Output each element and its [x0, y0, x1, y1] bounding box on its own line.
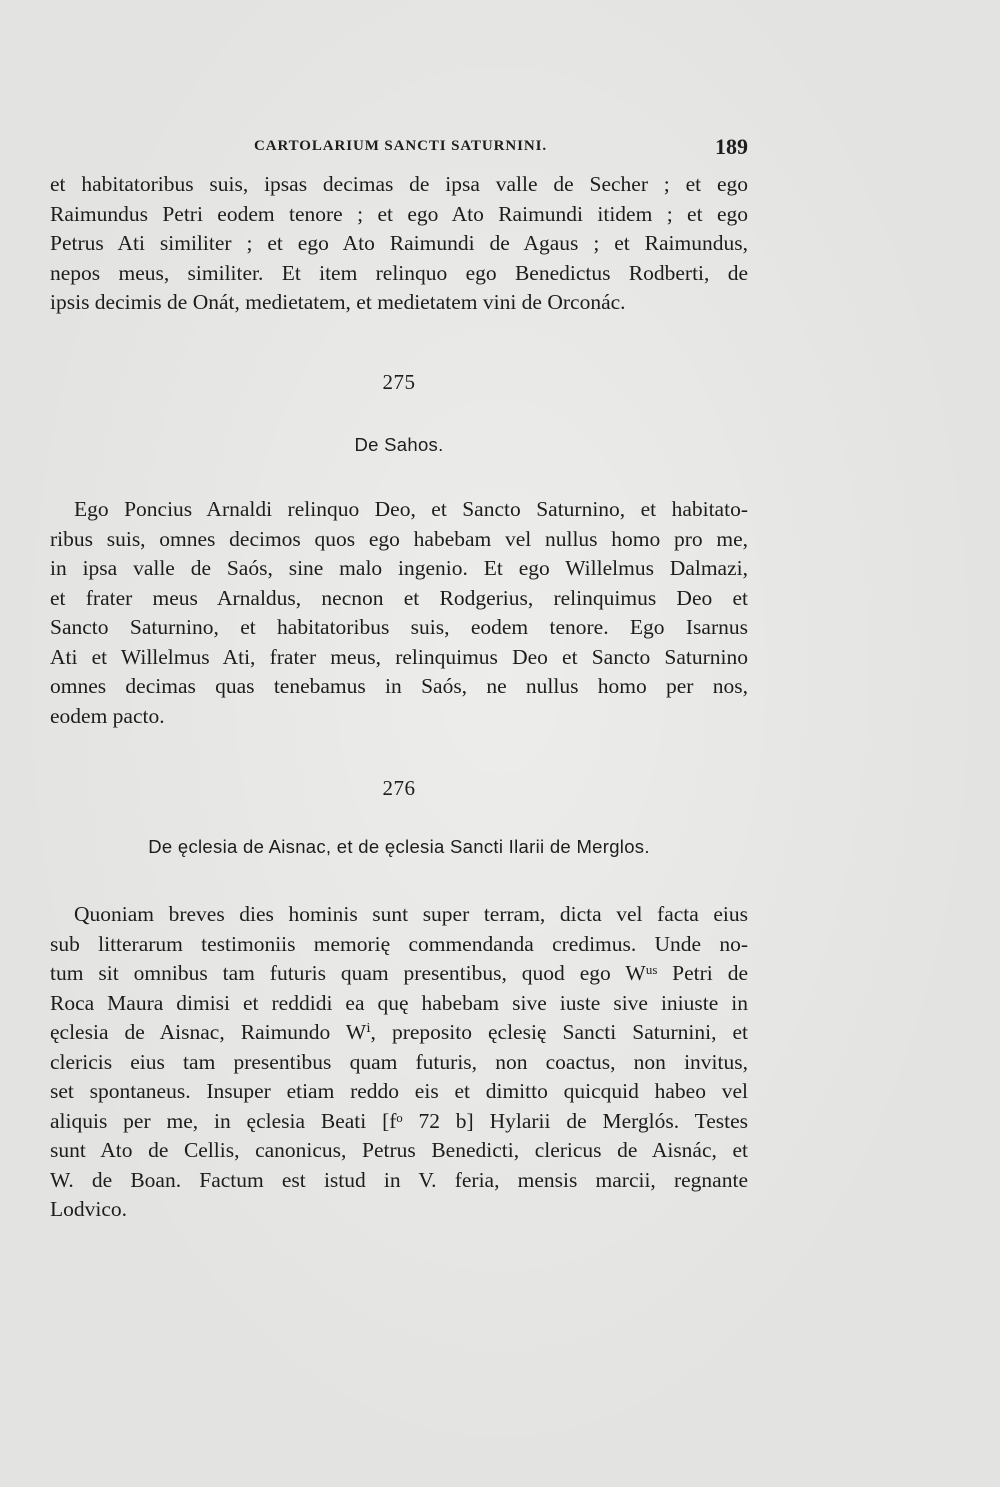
text-line: et frater meus Arnaldus, necnon et Rodgerius, relinquimus Deo et: [50, 585, 748, 610]
text-line: Petrus Ati similiter ; et ego Ato Raimundi de Agaus ; et Raimundus,: [50, 231, 748, 255]
text-line: clericis eius tam presentibus quam futuris, non coactus, non invitus,: [50, 1049, 748, 1074]
text-line: W. de Boan. Factum est istud in V. feria, mensis marcii, regnante: [50, 1167, 748, 1192]
text-line: eodem pacto.: [50, 703, 165, 728]
text-line: Ati et Willelmus Ati, frater meus, relinquimus Deo et Sancto Saturnino: [50, 644, 748, 669]
opening-paragraph: [50, 170, 748, 318]
text-line: Lodvico.: [50, 1197, 128, 1221]
text-line: omnes decimas quas tenebamus in Saós, ne nullus homo per nos,: [50, 674, 748, 698]
text-line: Ego Poncius Arnaldi relinquo Deo, et Sancto Saturnino, et habitato-: [74, 497, 748, 521]
text-line: ribus suis, omnes decimos quos ego habebam vel nullus homo pro me,: [50, 526, 748, 551]
page-number: 189: [715, 134, 748, 159]
charter-276-text: [50, 900, 748, 1225]
charter-title-276: De ęclesia de Aisnac, et de ęclesia Sancti Ilarii de Merglos.: [148, 836, 650, 857]
text-line: Sancto Saturnino, et habitatoribus suis, eodem tenore. Ego Isarnus: [50, 615, 748, 639]
text-line: et habitatoribus suis, ipsas decimas de ipsa valle de Secher ; et ego: [50, 172, 748, 196]
charter-number-276: 276: [382, 776, 416, 800]
charter-275-text: [50, 495, 748, 731]
text-line: Raimundus Petri eodem tenore ; et ego Ato Raimundi itidem ; et ego: [50, 201, 748, 226]
text-line: sub litterarum testimoniis memorię commendanda credimus. Unde no-: [50, 931, 748, 956]
text-line: ipsis decimis de Onát, medietatem, et medietatem vini de Orconác.: [50, 290, 626, 314]
charter-title-275: De Sahos.: [354, 434, 444, 455]
text-line: set spontaneus. Insuper etiam reddo eis et dimitto quicquid habeo vel: [50, 1079, 748, 1103]
text-line: nepos meus, similiter. Et item relinquo ego Benedictus Rodberti, de: [50, 260, 748, 285]
running-title: CARTOLARIUM SANCTI SATURNINI.: [254, 138, 547, 154]
text-line: aliquis per me, in ęclesia Beati [fᵒ 72 b] Hylarii de Merglós. Testes: [50, 1108, 748, 1133]
text-line: in ipsa valle de Saós, sine malo ingenio. Et ego Willelmus Dalmazi,: [50, 556, 748, 580]
running-head: [50, 136, 748, 160]
text-line: sunt Ato de Cellis, canonicus, Petrus Benedicti, clericus de Aisnác, et: [50, 1138, 748, 1162]
text-line: Roca Maura dimisi et reddidi ea quę habebam sive iuste sive iniuste in: [50, 990, 748, 1015]
charter-number-275: 275: [382, 370, 416, 394]
text-line: Quoniam breves dies hominis sunt super terram, dicta vel facta eius: [74, 902, 748, 926]
text-line: tum sit omnibus tam futuris quam presentibus, quod ego Wᵘˢ Petri de: [50, 961, 748, 985]
text-line: ęclesia de Aisnac, Raimundo Wⁱ, preposito ęclesię Sancti Saturnini, et: [50, 1020, 748, 1044]
